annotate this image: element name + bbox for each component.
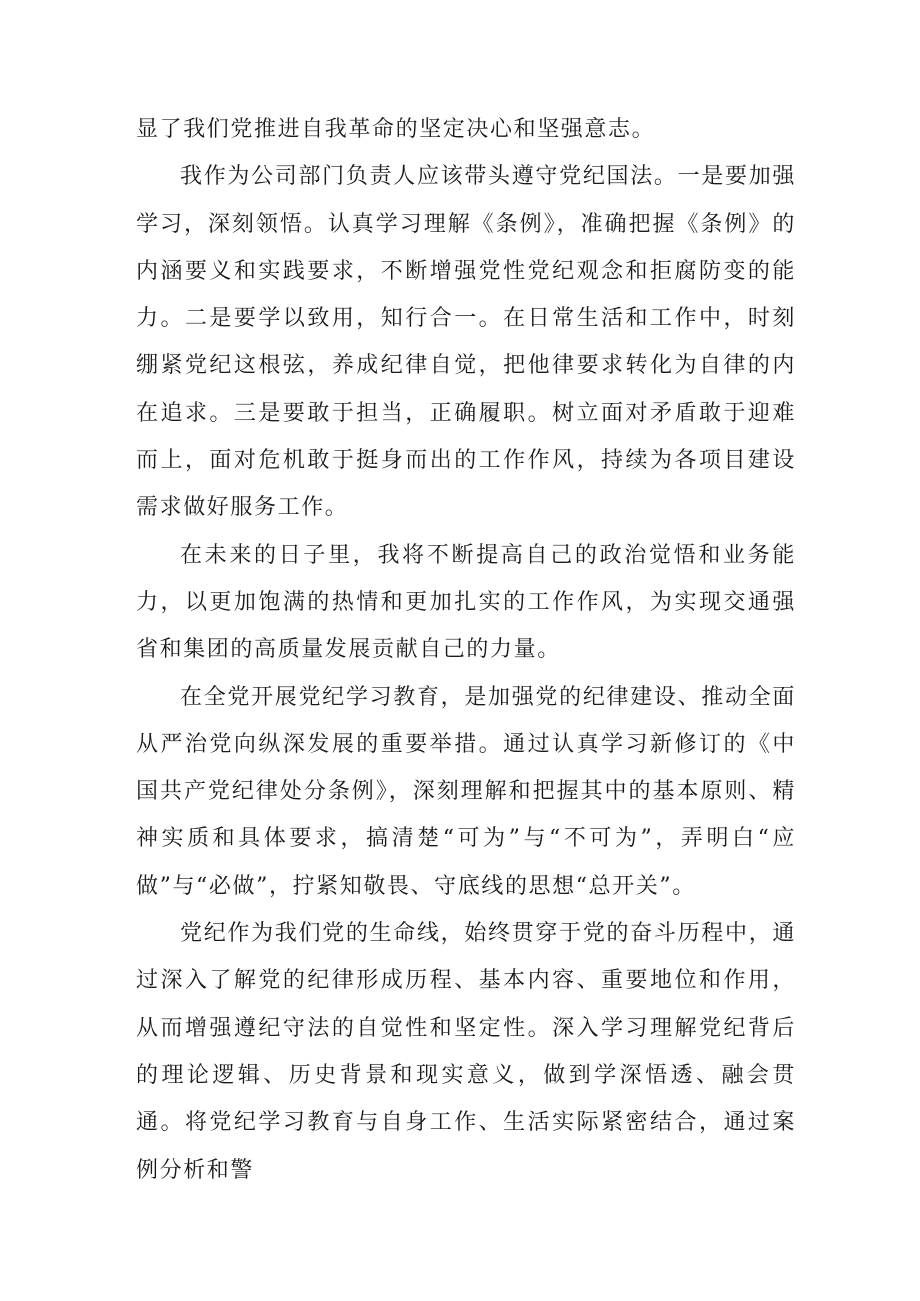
paragraph-future: 在未来的日子里，我将不断提高自己的政治觉悟和业务能力，以更加饱满的热情和更加扎实的工作作风，为实现交通强省和集团的高质量发展贡献自己的力量。 [136,542,796,663]
paragraph-responsibility: 我作为公司部门负责人应该带头遵守党纪国法。一是要加强学习，深刻领悟。认真学习理解《条例》，准确把握《条例》的内涵要义和实践要求，不断增强党性党纪观念和拒腐防变的能力。二是要学以致用，知行合一。在日常生活和工作中，时刻绷紧党纪这根弦，养成纪律自觉，把他律要求转化为自律的内在追求。三是要敢于担当，正确履职。树立面对矛盾敢于迎难而上，面对危机敢于挺身而出的工作作风，持续为各项目建设需求做好服务工作。 [136,164,796,521]
paragraph-lifeline: 党纪作为我们党的生命线，始终贯穿于党的奋斗历程中，通过深入了解党的纪律形成历程、基本内容、重要地位和作用，从而增强遵纪守法的自觉性和坚定性。深入学习理解党纪背后的理论逻辑、历史背景和现实意义，做到学深悟透、融会贯通。将党纪学习教育与自身工作、生活实际紧密结合，通过案例分析和警 [136,921,796,1183]
paragraph-education: 在全党开展党纪学习教育，是加强党的纪律建设、推动全面从严治党向纵深发展的重要举措。通过认真学习新修订的《中国共产党纪律处分条例》，深刻理解和把握其中的基本原则、精神实质和具体要求，搞清楚“可为”与“不可为”，弄明白“应做”与“必做”，拧紧知敬畏、守底线的思想“总开关”。 [136,684,796,899]
paragraph-continuation: 显了我们党推进自我革命的坚定决心和坚强意志。 [136,117,656,142]
document-body [136,106,796,1194]
